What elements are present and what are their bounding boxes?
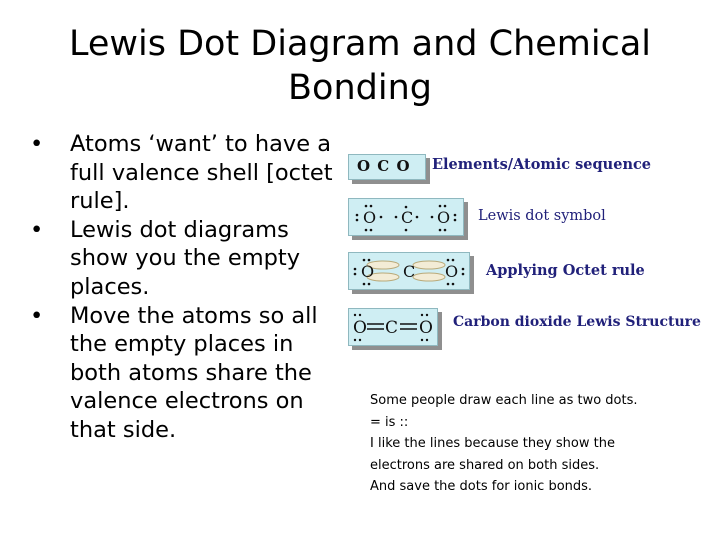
caption-lewis-dot: Lewis dot symbol bbox=[478, 208, 606, 224]
caption-octet-rule: Applying Octet rule bbox=[486, 262, 645, 279]
atomic-sequence-box bbox=[348, 154, 426, 180]
co2-lewis-diagram bbox=[344, 148, 720, 353]
svg-text:C: C bbox=[401, 208, 414, 227]
title-line-2: Bonding bbox=[288, 68, 432, 108]
note-line: Some people draw each line as two dots. bbox=[370, 393, 638, 408]
svg-text:C: C bbox=[403, 262, 416, 281]
svg-text:O: O bbox=[353, 318, 367, 338]
octet-rule-graphic bbox=[349, 253, 469, 289]
svg-text:O: O bbox=[363, 208, 377, 227]
bullet-item: • Lewis dot diagrams show you the empty places. bbox=[26, 216, 336, 302]
caption-atomic-sequence: Elements/Atomic sequence bbox=[432, 156, 652, 173]
note-line: I like the lines because they show the bbox=[370, 436, 615, 452]
lewis-structure-graphic bbox=[349, 309, 437, 345]
svg-text:O: O bbox=[437, 208, 451, 227]
note-line: electrons are shared on both sides. bbox=[370, 457, 600, 473]
lewis-dot-box bbox=[348, 198, 464, 236]
bullet-item: • Move the atoms so all the empty places in both atoms share the valence electrons on that side. bbox=[26, 302, 336, 445]
svg-text:O: O bbox=[419, 318, 433, 338]
svg-text:C: C bbox=[385, 318, 399, 338]
caption-lewis-structure: Carbon dioxide Lewis Structure bbox=[453, 314, 701, 330]
note-line: And save the dots for ionic bonds. bbox=[370, 479, 593, 495]
lewis-structure-box bbox=[348, 308, 438, 346]
slide-title bbox=[60, 22, 660, 110]
svg-text:O: O bbox=[361, 262, 375, 281]
lewis-dot-symbol-graphic bbox=[349, 199, 463, 235]
svg-text:O: O bbox=[445, 262, 459, 281]
atomic-sequence-text: O C O bbox=[357, 157, 411, 175]
bullet-item: • Atoms ‘want’ to have a full valence shell [octet rule]. bbox=[26, 130, 336, 216]
explanation-note bbox=[370, 390, 700, 498]
octet-rule-box bbox=[348, 252, 470, 290]
title-line-1: Lewis Dot Diagram and Chemical bbox=[68, 24, 652, 64]
bullet-list bbox=[26, 130, 336, 445]
note-line: = is :: bbox=[370, 414, 409, 430]
